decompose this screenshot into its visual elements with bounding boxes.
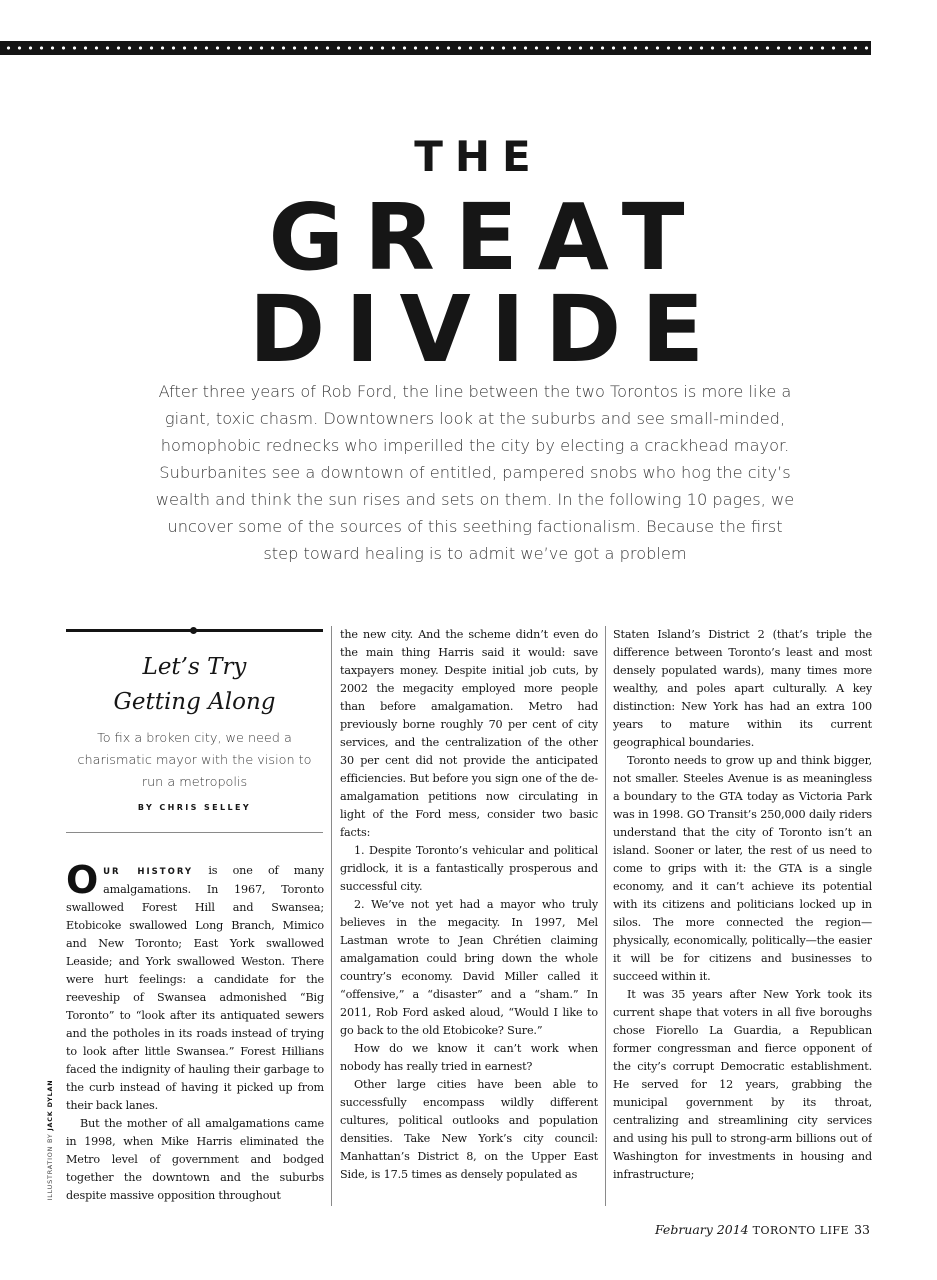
footer-issue: February 2014 bbox=[654, 1222, 749, 1237]
headline-great: GREAT bbox=[268, 184, 705, 291]
sidebar-bottom-rule bbox=[66, 832, 323, 833]
drop-cap: O bbox=[66, 862, 99, 902]
article-paragraph: It was 35 years after New York took its current shape that voters in all five boroughs chose Fiorello La Guardia, a Republican former congressman and fierce opponent of the city’s corrupt Democratic establishment. He served for 12 years, grabbing the municipal government by its throat, centralizing and streamlining city services and using his pull to strong-arm billions out of Washington for investments in housing and infrastructure; bbox=[613, 988, 872, 1181]
credit-label: ILLUSTRATION BY bbox=[46, 1130, 54, 1201]
headline-divide: DIVIDE bbox=[248, 276, 725, 383]
credit-name: JACK DYLAN bbox=[46, 1079, 54, 1131]
footer-magazine: TORONTO LIFE bbox=[752, 1224, 850, 1237]
article-column-3 bbox=[613, 626, 872, 1204]
article-paragraph: Other large cities have been able to successfully encompass wildly different cultures, political outlooks and population densities. Take New York’s city council: Manhattan’s District 8, on the Upper East Side, is 17.5 times as densely populated as bbox=[340, 1078, 598, 1181]
article-paragraph: 2. We’ve not yet had a mayor who truly believes in the megacity. In 1997, Mel Lastman wrote to Jean Chrétien claiming amalgamation could bring down the whole country’s economy. David Miller called it “offensive,” a “disaster” and a “sham.” In 2011, Rob Ford asked aloud, “Would I like to go back to the old Etobicoke? Sure.” bbox=[340, 898, 598, 1037]
headline-the: THE bbox=[414, 132, 543, 181]
paragraph-text: is one of many amalgamations. In 1967, Toronto swallowed Forest Hill and Swansea; Etobicoke swallowed Long Branch, Mimico and New Toronto; East York swallowed Leaside; and York swallowed Weston. There were hurt feelings: a candidate for the reeveship of Swansea admonished “Big Toronto” to “look after its antiquated sewers and the potholes in its roads instead of trying to look after little Swansea.” Forest Hillians faced the indignity of hauling their garbage to the curb instead of having it picked up from their back lanes. bbox=[66, 864, 324, 1112]
lead-in: UR HISTORY bbox=[103, 867, 194, 877]
article-paragraph: Staten Island’s District 2 (that’s triple the difference between Toronto’s least and most densely populated wards), many times more wealthy, and poles apart culturally. A key distinction: New York has had an extra 100 years to mature within its current geographical boundaries. bbox=[613, 628, 872, 749]
article-paragraph bbox=[66, 862, 324, 1115]
article-paragraph: Toronto needs to grow up and think bigger, not smaller. Steeles Avenue is as meaningless a boundary to the GTA today as Victoria Park was in 1998. GO Transit’s 250,000 daily riders understand that the city of Toronto isn’t an island. Sooner or later, the rest of us need to come to grips with it: the GTA is a single economy, and it can’t achieve its potential with its citizens and politicians locked up in silos. The more connected the region—physically, economically, politically—the easier it will be for citizens and businesses to succeed within it. bbox=[613, 754, 872, 983]
article-paragraph: But the mother of all amalgamations came in 1998, when Mike Harris eliminated the Metro level of government and bodged together the downtown and the suburbs despite massive opposition throughout bbox=[66, 1117, 324, 1202]
sidebar-title-line2: Getting Along bbox=[113, 689, 276, 715]
byline: BY CHRIS SELLEY bbox=[137, 803, 252, 812]
column-divider bbox=[331, 626, 332, 1206]
illustration-credit bbox=[46, 1080, 54, 1201]
column-divider bbox=[605, 626, 606, 1206]
page-number: 33 bbox=[854, 1222, 870, 1237]
article-paragraph: How do we know it can’t work when nobody has really tried in earnest? bbox=[340, 1042, 598, 1073]
page-footer bbox=[655, 1222, 870, 1237]
article-column-1 bbox=[66, 862, 324, 1204]
article-paragraph: the new city. And the scheme didn’t even do the main thing Harris said it would: save taxpayers money. Despite initial job cuts, by 2002 the megacity employed more people than before amalgamation. Metro had previously borne roughly 70 per cent of city services, and the centralization of the other 30 per cent did not provide the anticipated efficiencies. But before you sign one of the de-amalgamation petitions now circulating in light of the Ford mess, consider two basic facts: bbox=[340, 628, 598, 839]
deck-paragraph: After three years of Rob Ford, the line between the two Torontos is more like a giant, toxic chasm. Downtowners look at the suburbs and see small-minded, homophobic rednecks who imperilled the city by electing a crackhead mayor. Suburbanites see a downtown of entitled, pampered snobs who hog the city’s wealth and think the sun rises and sets on them. In the following 10 pages, we uncover some of the sources of this seething factionalism. Because the first step toward healing is to admit we’ve got a problem bbox=[155, 382, 795, 563]
sidebar-title bbox=[66, 650, 323, 720]
dotted-header-bar bbox=[0, 41, 871, 55]
sidebar-rule-dot bbox=[190, 627, 197, 634]
article-paragraph: 1. Despite Toronto’s vehicular and political gridlock, it is a fantastically prosperous and successful city. bbox=[340, 844, 598, 893]
sidebar-dek: To fix a broken city, we need a charismatic mayor with the vision to run a metropolis bbox=[77, 731, 312, 790]
sidebar-title-line1: Let’s Try bbox=[142, 654, 247, 680]
article-column-2 bbox=[340, 626, 598, 1204]
